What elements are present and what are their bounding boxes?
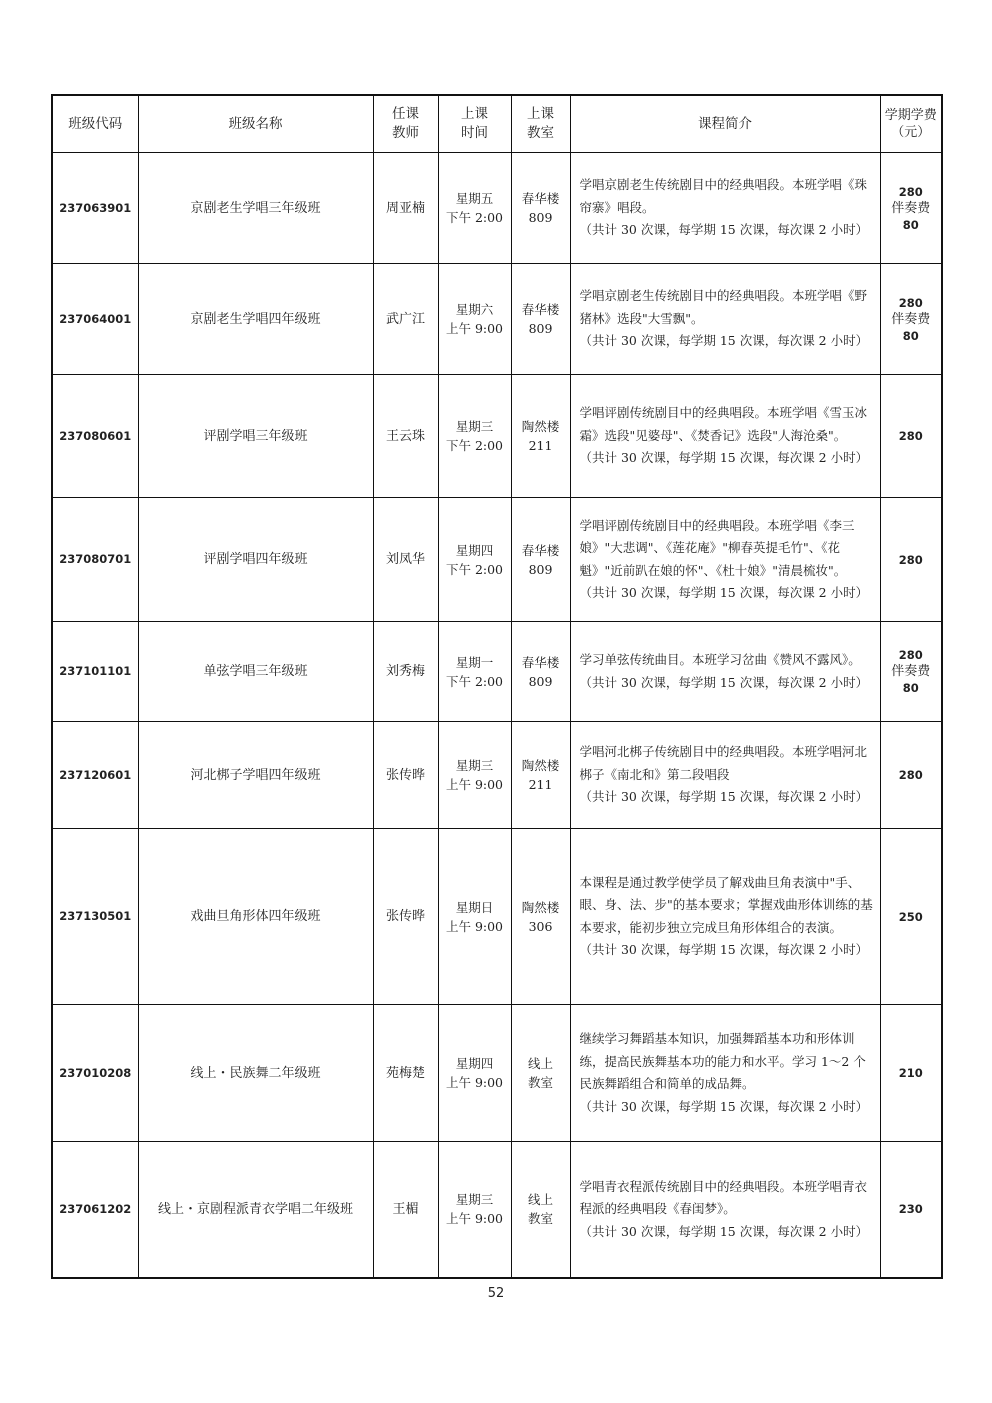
course-intro-note: （共计 30 次课，每学期 15 次课，每次课 2 小时）: [579, 333, 869, 349]
course-intro: [570, 622, 880, 722]
table-row: [52, 498, 942, 622]
course-intro: [570, 498, 880, 622]
course-intro-text: 学习单弦传统曲目。本班学习岔曲《赞风不露风》。: [579, 652, 861, 667]
classroom: [511, 153, 570, 264]
header-code: 班级代码: [52, 95, 138, 153]
table-row: [52, 722, 942, 829]
class-code: 237130501: [52, 829, 138, 1005]
class-time-line: 下午 2:00: [445, 673, 504, 689]
semester-fee: [880, 722, 942, 829]
class-time-line: 星期三: [455, 1192, 494, 1208]
class-time-line: 星期三: [455, 758, 494, 773]
class-time-line: 星期四: [455, 1056, 494, 1071]
course-intro-text: 本课程是通过教学使学员了解戏曲旦角表演中"手、眼、身、法、步"的基本要求；掌握戏曲形体训练的基本要求，能初步独立完成旦角形体组合的表演。: [579, 874, 873, 935]
class-name: 京剧老生学唱四年级班: [138, 264, 373, 375]
teacher-name: 刘秀梅: [373, 622, 438, 722]
tuition-value: 210: [898, 1066, 923, 1080]
classroom: [511, 1005, 570, 1142]
tuition-value: 230: [898, 1202, 923, 1217]
class-name: 评剧学唱三年级班: [138, 375, 373, 498]
course-intro-note: （共计 30 次课，每学期 15 次课，每次课 2 小时）: [579, 450, 869, 466]
class-time-line: 上午 9:00: [445, 321, 504, 336]
semester-fee: [880, 622, 942, 722]
header-time: [438, 95, 511, 153]
page-number: 52: [487, 1286, 505, 1301]
classroom-line: 809: [528, 210, 553, 225]
course-intro-text: 继续学习舞蹈基本知识，加强舞蹈基本功和形体训练，提高民族舞基本功的能力和水平。学习 1～2 个民族舞蹈组合和简单的成品舞。: [579, 1031, 866, 1091]
header-teacher: [373, 95, 438, 153]
tuition-value: 280: [898, 184, 923, 199]
class-code: 237101101: [52, 622, 138, 722]
class-name: 单弦学唱三年级班: [138, 622, 373, 722]
accompaniment-label: 伴奏费: [891, 200, 931, 216]
teacher-name: 张传晔: [373, 722, 438, 829]
header-intro: 课程简介: [570, 95, 880, 153]
semester-fee: [880, 264, 942, 375]
header-teacher-line1: 任课: [392, 106, 419, 122]
class-time-line: 上午 9:00: [445, 1211, 504, 1227]
class-code: 237080601: [52, 375, 138, 498]
teacher-name: 王云珠: [373, 375, 438, 498]
classroom-line: 211: [528, 777, 553, 792]
table-row: [52, 1005, 942, 1142]
classroom: [511, 1142, 570, 1278]
class-code: 237010208: [52, 1005, 138, 1142]
classroom: [511, 498, 570, 622]
header-fee: [880, 95, 942, 153]
table-row: [52, 375, 942, 498]
class-time: [438, 829, 511, 1005]
semester-fee: [880, 1142, 942, 1278]
class-time-line: 下午 2:00: [445, 438, 504, 453]
class-code: 237064001: [52, 264, 138, 375]
teacher-name: 刘凤华: [373, 498, 438, 622]
course-intro-note: （共计 30 次课，每学期 15 次课，每次课 2 小时）: [579, 1223, 869, 1239]
header-fee-line2: （元）: [891, 125, 931, 140]
classroom-line: 陶然楼: [521, 419, 560, 434]
class-name: 戏曲旦角形体四年级班: [138, 829, 373, 1005]
class-code: 237063901: [52, 153, 138, 264]
classroom-line: 陶然楼: [521, 758, 560, 773]
header-teacher-line2: 教师: [392, 125, 419, 141]
class-time: [438, 498, 511, 622]
class-time-line: 星期三: [455, 419, 494, 434]
classroom-line: 教室: [527, 1211, 553, 1227]
course-intro-note: （共计 30 次课，每学期 15 次课，每次课 2 小时）: [579, 674, 869, 690]
classroom-line: 线上: [527, 1192, 553, 1208]
class-time-line: 星期六: [455, 302, 494, 317]
classroom-line: 陶然楼: [521, 899, 560, 915]
class-code: 237120601: [52, 722, 138, 829]
accompaniment-value: 80: [902, 328, 919, 343]
class-time-line: 上午 9:00: [445, 1075, 504, 1090]
header-room: [511, 95, 570, 153]
tuition-value: 280: [898, 295, 923, 310]
classroom-line: 教室: [527, 1075, 553, 1090]
accompaniment-value: 80: [902, 217, 919, 232]
class-time: [438, 1005, 511, 1142]
course-intro-note: （共计 30 次课，每学期 15 次课，每次课 2 小时）: [579, 789, 869, 805]
semester-fee: [880, 829, 942, 1005]
classroom-line: 306: [528, 918, 553, 934]
table-row: [52, 153, 942, 264]
classroom: [511, 264, 570, 375]
class-time: [438, 622, 511, 722]
teacher-name: 武广江: [373, 264, 438, 375]
table-row: [52, 264, 942, 375]
header-room-line1: 上课: [527, 106, 554, 122]
tuition-value: 250: [898, 909, 923, 924]
class-time-line: 下午 2:00: [445, 561, 504, 577]
course-intro-note: （共计 30 次课，每学期 15 次课，每次课 2 小时）: [579, 1098, 869, 1114]
class-name: 河北梆子学唱四年级班: [138, 722, 373, 829]
course-intro: [570, 153, 880, 264]
classroom: [511, 829, 570, 1005]
class-time-line: 星期一: [455, 654, 494, 670]
class-time-line: 下午 2:00: [445, 210, 504, 225]
table-row: [52, 1142, 942, 1278]
course-intro: [570, 375, 880, 498]
course-intro-note: （共计 30 次课，每学期 15 次课，每次课 2 小时）: [579, 222, 869, 238]
tuition-value: 280: [898, 768, 923, 782]
course-intro-text: 学唱评剧传统剧目中的经典唱段。本班学唱《李三娘》"大悲调"、《莲花庵》"柳春英提毛竹"、《花魁》"近前趴在娘的怀"、《杜十娘》"清晨梳妆"。: [579, 517, 855, 578]
classroom-line: 春华楼: [521, 542, 560, 558]
class-name: 评剧学唱四年级班: [138, 498, 373, 622]
header-room-line2: 教室: [527, 125, 554, 141]
course-table: [51, 94, 943, 1279]
header-time-line1: 上课: [461, 106, 488, 122]
semester-fee: [880, 375, 942, 498]
class-name: 京剧老生学唱三年级班: [138, 153, 373, 264]
semester-fee: [880, 153, 942, 264]
classroom-line: 线上: [527, 1056, 553, 1071]
accompaniment-value: 80: [902, 681, 919, 695]
classroom-line: 809: [528, 561, 553, 577]
course-intro: [570, 1005, 880, 1142]
course-rows: [52, 153, 942, 1278]
class-time: [438, 1142, 511, 1278]
tuition-value: 280: [898, 648, 923, 662]
teacher-name: 张传晔: [373, 829, 438, 1005]
classroom: [511, 375, 570, 498]
classroom-line: 211: [528, 438, 553, 453]
class-time: [438, 722, 511, 829]
teacher-name: 苑梅楚: [373, 1005, 438, 1142]
class-name: 线上・京剧程派青衣学唱二年级班: [138, 1142, 373, 1278]
classroom-line: 809: [528, 673, 553, 689]
course-intro-text: 学唱京剧老生传统剧目中的经典唱段。本班学唱《野猪林》选段"大雪飘"。: [579, 288, 868, 326]
course-intro-text: 学唱京剧老生传统剧目中的经典唱段。本班学唱《珠帘寨》唱段。: [579, 177, 868, 215]
course-intro-text: 学唱评剧传统剧目中的经典唱段。本班学唱《雪玉冰霜》选段"见婆母"、《焚香记》选段"人海沧桑"。: [579, 405, 868, 443]
class-time-line: 星期日: [455, 899, 494, 915]
teacher-name: 王楣: [373, 1142, 438, 1278]
course-intro: [570, 829, 880, 1005]
class-code: 237061202: [52, 1142, 138, 1278]
table-row: [52, 622, 942, 722]
course-intro-note: （共计 30 次课，每学期 15 次课，每次课 2 小时）: [579, 942, 869, 957]
course-intro-text: 学唱青衣程派传统剧目中的经典唱段。本班学唱青衣程派的经典唱段《春闺梦》。: [579, 1178, 868, 1216]
accompaniment-label: 伴奏费: [891, 311, 931, 327]
class-time-line: 上午 9:00: [445, 777, 504, 792]
semester-fee: [880, 1005, 942, 1142]
course-intro-text: 学唱河北梆子传统剧目中的经典唱段。本班学唱河北梆子《南北和》第二段唱段: [579, 744, 868, 782]
course-intro-note: （共计 30 次课，每学期 15 次课，每次课 2 小时）: [579, 585, 869, 600]
tuition-value: 280: [898, 552, 923, 567]
class-time: [438, 153, 511, 264]
header-name: 班级名称: [138, 95, 373, 153]
accompaniment-label: 伴奏费: [891, 664, 931, 679]
teacher-name: 周亚楠: [373, 153, 438, 264]
course-intro: [570, 264, 880, 375]
header-fee-line1: 学期学费: [884, 108, 937, 123]
classroom: [511, 622, 570, 722]
classroom: [511, 722, 570, 829]
table-row: [52, 829, 942, 1005]
class-time-line: 上午 9:00: [445, 918, 504, 934]
class-time-line: 星期五: [455, 191, 494, 206]
class-name: 线上・民族舞二年级班: [138, 1005, 373, 1142]
classroom-line: 809: [528, 321, 553, 336]
classroom-line: 春华楼: [521, 302, 560, 317]
class-code: 237080701: [52, 498, 138, 622]
classroom-line: 春华楼: [521, 654, 560, 670]
course-intro: [570, 722, 880, 829]
header-time-line2: 时间: [461, 125, 488, 141]
header-row: [52, 95, 942, 153]
tuition-value: 280: [898, 429, 923, 443]
classroom-line: 春华楼: [521, 191, 560, 206]
class-time: [438, 375, 511, 498]
semester-fee: [880, 498, 942, 622]
class-time-line: 星期四: [455, 542, 494, 558]
class-time: [438, 264, 511, 375]
course-intro: [570, 1142, 880, 1278]
